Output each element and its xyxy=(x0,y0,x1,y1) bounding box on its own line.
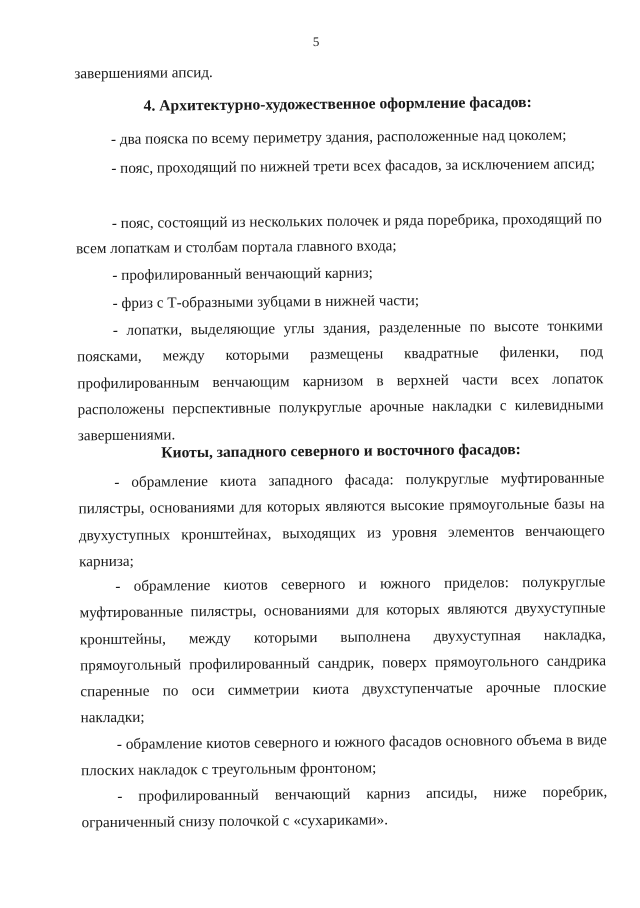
section-4-item-5: - фриз с Т-образными зубцами в нижней части; xyxy=(112,292,420,312)
intro-line: завершениями апсид. xyxy=(74,64,213,83)
kiots-heading: Киоты, западного северного и восточного фасадов: xyxy=(161,441,521,462)
section-4-heading: 4. Архитектурно-художественное оформление фасадов: xyxy=(143,93,532,115)
section-4-item-6: - лопатки, выделяющие углы здания, разделенные по высоте тонкими поясками, между которыми размещены квадратные филенки, под профилированным венчающим карнизом в верхней части всех лопаток расположены перспективные полукруглые арочные накладки с килевидными завершениями. xyxy=(77,317,604,445)
kiots-item-1: - обрамление киота западного фасада: полукруглые муфтированные пилястры, основаниями для которых являются высокие прямоугольные базы на двухуступных кронштейнах, выходящих из уровня элементов венчающего карниза; xyxy=(78,469,605,571)
section-4-item-4: - профилированный венчающий карниз; xyxy=(112,264,373,284)
page-number: 5 xyxy=(312,33,320,50)
section-4-item-1: - два пояска по всему периметру здания, расположенные над цоколем; xyxy=(110,126,567,148)
kiots-item-3: - обрамление киотов северного и южного фасадов основного объема в виде плоских накладок с треугольным фронтоном; xyxy=(80,731,607,780)
section-4-item-3: - пояс, состоящий из нескольких полочек и ряда поребрика, проходящий по всем лопаткам и столбам портала главного входа; xyxy=(75,210,602,257)
kiots-item-2: - обрамление киотов северного и южного приделов: полукруглые муфтированные пилястры, основаниями для которых являются двухуступные кронштейны, между которыми выполнена двухуступная накладка, прямоугольный профилированный сандрик, поверх прямоугольного сандрика спаренные по оси симметрии киота двухступенчатые арочные плоские накладки; xyxy=(79,573,607,727)
kiots-item-4: - профилированный венчающий карниз апсиды, ниже поребрик, ограниченный снизу полочкой с «сухариками». xyxy=(81,783,608,832)
section-4-item-2: - пояс, проходящий по нижней трети всех фасадов, за исключением апсид; xyxy=(111,155,595,177)
